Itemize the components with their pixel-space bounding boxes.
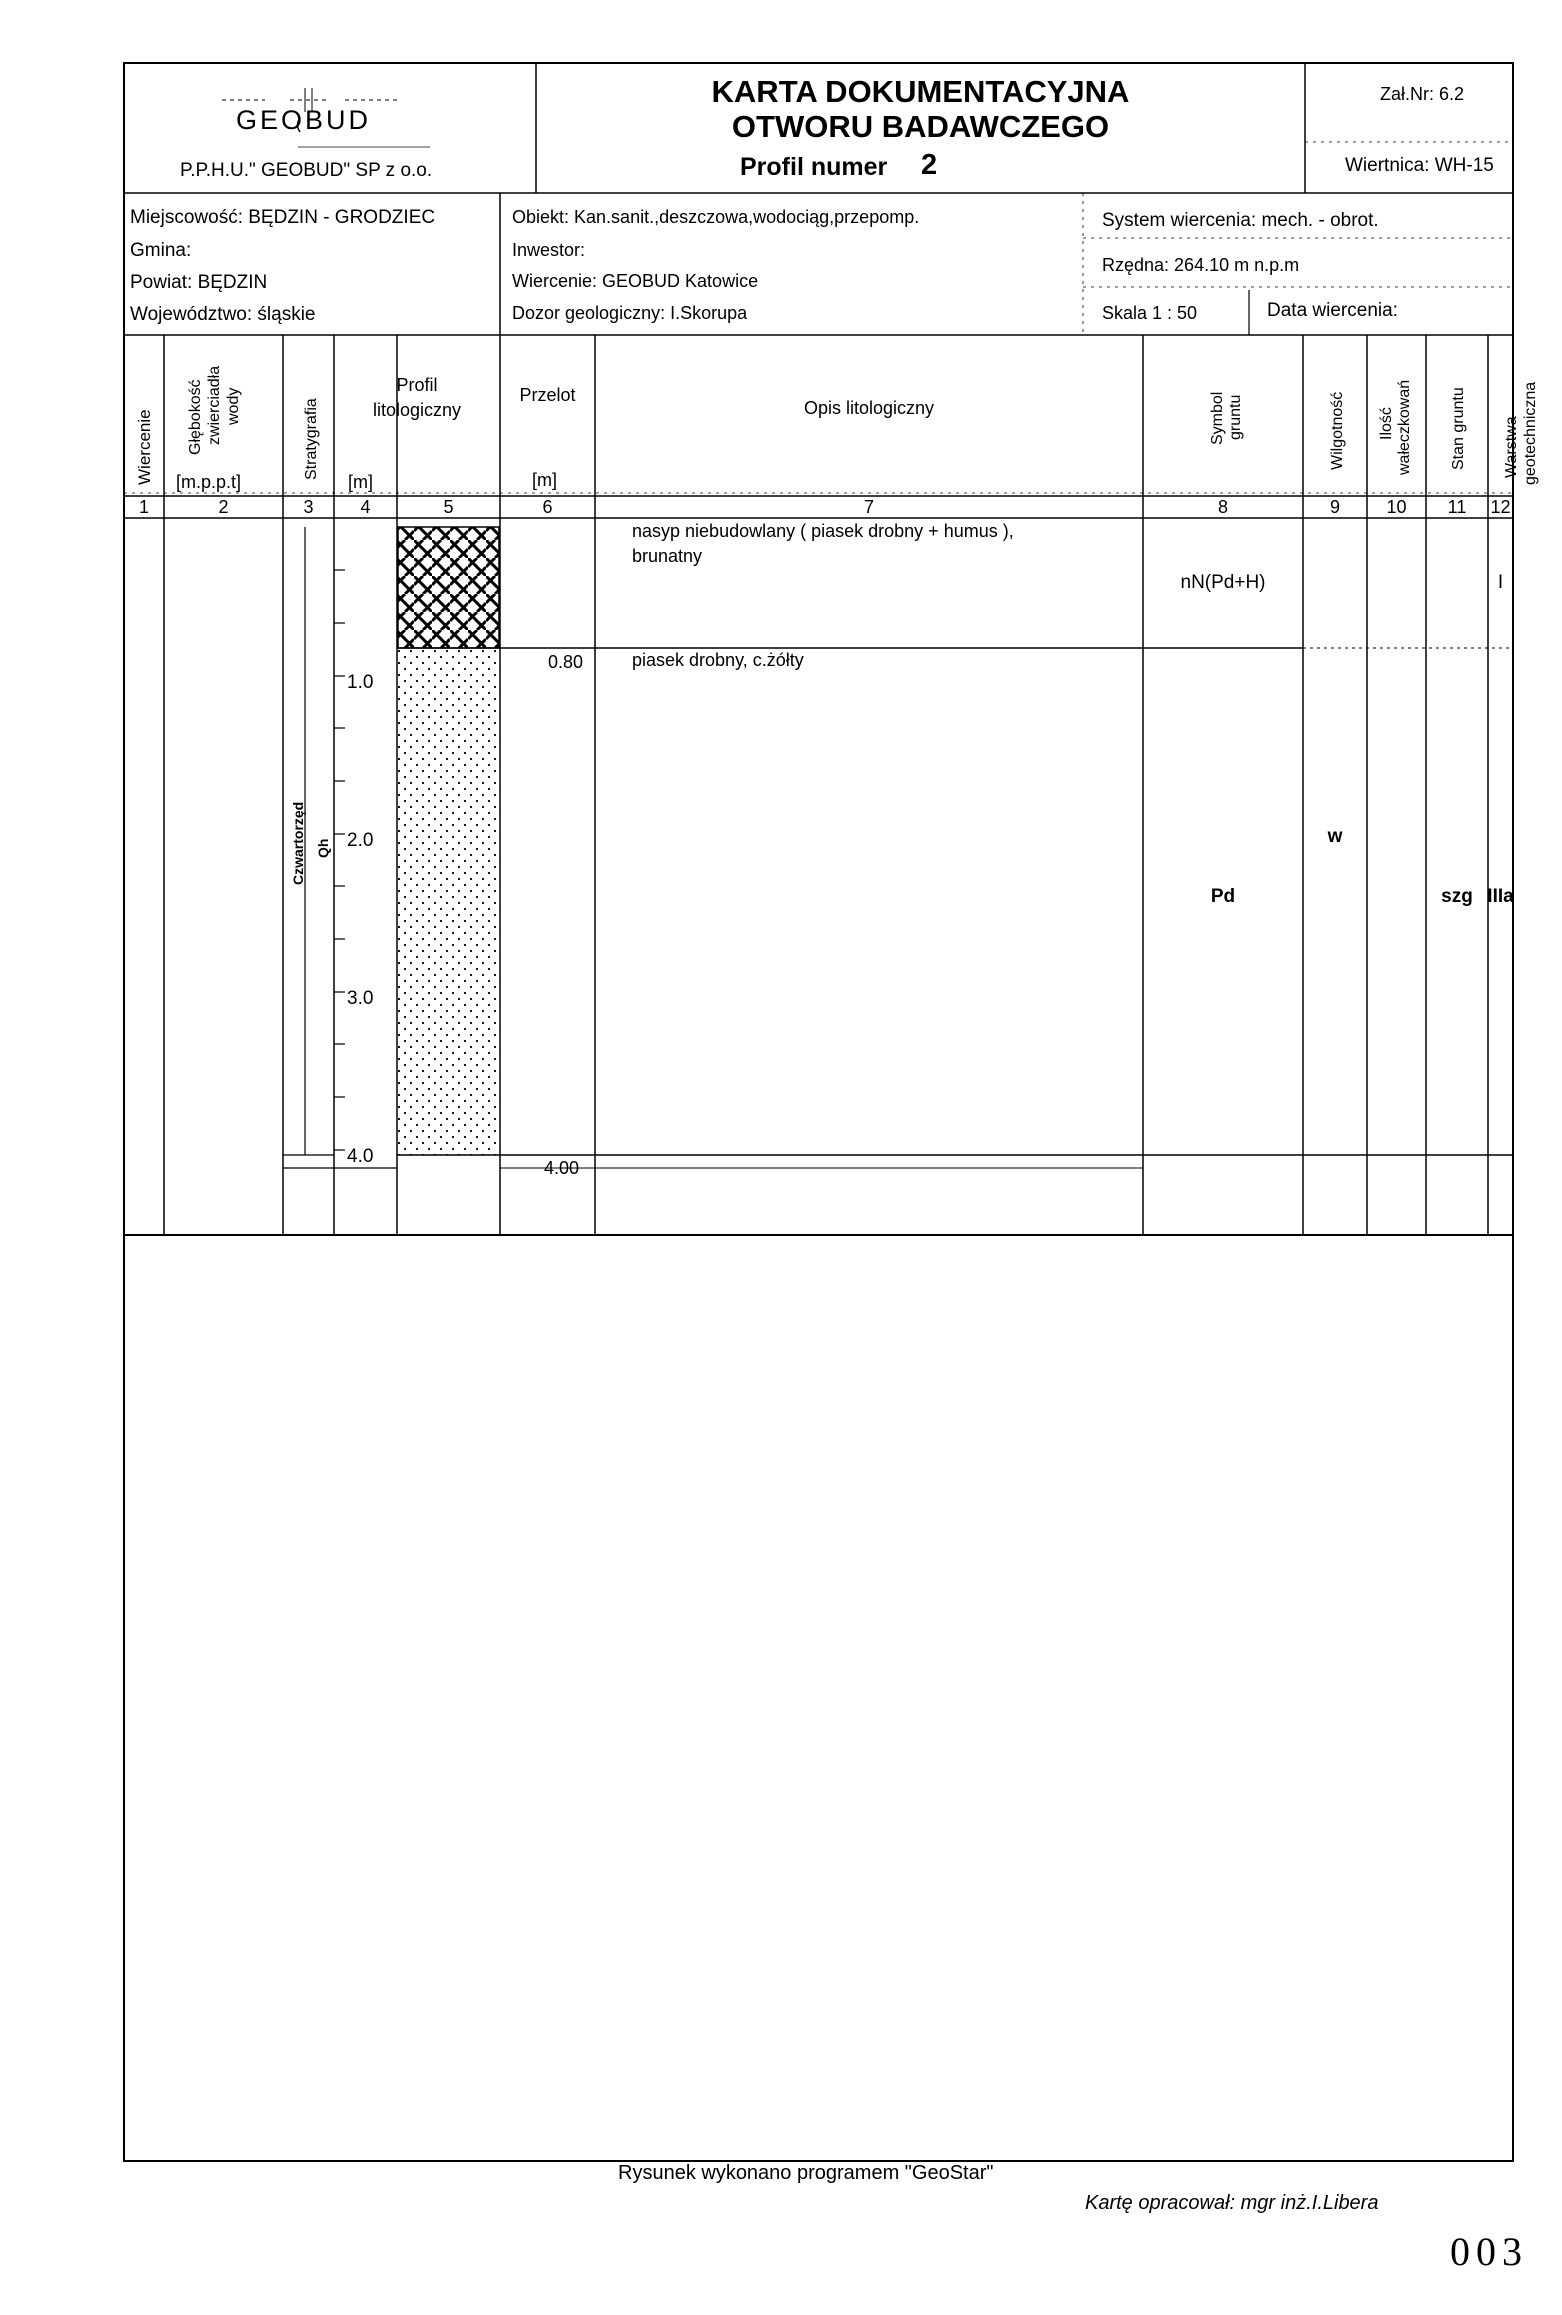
layer1-symbol: nN(Pd+H) bbox=[1180, 572, 1266, 593]
strat-era: Czwartorzęd bbox=[290, 801, 306, 885]
info-powiat: Powiat: BĘDZIN bbox=[130, 272, 268, 293]
info-obiekt: Obiekt: Kan.sanit.,deszczowa,wodociąg,przepomp. bbox=[512, 207, 920, 227]
colnum-11: 11 bbox=[1447, 497, 1467, 517]
document-title-line2: OTWORU BADAWCZEGO bbox=[731, 109, 1110, 144]
layer1-opis-line2: brunatny bbox=[632, 546, 703, 566]
colnum-8: 8 bbox=[1217, 497, 1228, 517]
info-gmina: Gmina: bbox=[130, 240, 192, 261]
col-przelot: Przelot bbox=[519, 385, 576, 405]
col-profil-1: Profil bbox=[396, 375, 438, 395]
col-symbol-2: gruntu bbox=[1227, 394, 1244, 440]
footer-program: Rysunek wykonano programem "GeoStar" bbox=[618, 2162, 994, 2184]
page-number: 003 bbox=[1450, 2229, 1528, 2274]
unit-przelot: [m] bbox=[532, 470, 557, 490]
colnum-12: 12 bbox=[1490, 497, 1511, 517]
col-symbol-1: Symbol bbox=[1209, 391, 1226, 445]
layer1-przelot: 0.80 bbox=[548, 652, 584, 672]
layer2-opis-line1: piasek drobny, c.żółty bbox=[632, 650, 804, 670]
col-warstwa-2: geotechniczna bbox=[1522, 381, 1539, 485]
col-warstwa-1: Warstwa bbox=[1503, 416, 1520, 478]
layer2-symbol: Pd bbox=[1210, 886, 1236, 907]
unit-profil: [m] bbox=[348, 472, 373, 492]
attachment-number: Zał.Nr: 6.2 bbox=[1380, 84, 1465, 104]
colnum-10: 10 bbox=[1386, 497, 1407, 517]
company-logo-text: GEOBUD bbox=[236, 105, 372, 135]
info-miejscowosc: Miejscowość: BĘDZIN - GRODZIEC bbox=[130, 207, 436, 228]
layer2-przelot: 4.00 bbox=[544, 1158, 580, 1178]
depth-tick-4: 4.0 bbox=[347, 1146, 374, 1167]
layer2-warstwa: IIIa bbox=[1487, 886, 1514, 907]
depth-tick-1: 1.0 bbox=[347, 672, 374, 693]
footer-author: Kartę opracował: mgr inż.I.Libera bbox=[1085, 2192, 1379, 2214]
col-wiercenie: Wiercenie bbox=[135, 409, 154, 485]
col-ilosc-2: wałeczkowań bbox=[1396, 379, 1413, 475]
colnum-2: 2 bbox=[218, 497, 229, 517]
info-data-wiercenia: Data wiercenia: bbox=[1267, 300, 1398, 321]
info-wiercenie: Wiercenie: GEOBUD Katowice bbox=[512, 271, 759, 291]
layer1-warstwa: I bbox=[1497, 572, 1504, 593]
col-stratygrafia: Stratygrafia bbox=[303, 398, 320, 480]
info-inwestor: Inwestor: bbox=[512, 240, 586, 260]
colnum-4: 4 bbox=[360, 497, 371, 517]
colnum-6: 6 bbox=[542, 497, 553, 517]
unit-glebokosc: [m.p.p.t] bbox=[176, 472, 242, 492]
layer2-stan: szg bbox=[1441, 886, 1473, 907]
depth-tick-3: 3.0 bbox=[347, 988, 374, 1009]
strat-code: Qh bbox=[315, 838, 331, 858]
drilling-rig: Wiertnica: WH-15 bbox=[1345, 155, 1494, 176]
colnum-9: 9 bbox=[1329, 497, 1340, 517]
info-rzedna: Rzędna: 264.10 m n.p.m bbox=[1102, 255, 1300, 275]
layer2-wilgotnosc: w bbox=[1327, 826, 1343, 847]
info-skala: Skala 1 : 50 bbox=[1102, 303, 1198, 323]
colnum-7: 7 bbox=[863, 497, 874, 517]
profil-number: 2 bbox=[921, 149, 938, 181]
company-name: P.P.H.U." GEOBUD" SP z o.o. bbox=[180, 160, 433, 181]
colnum-3: 3 bbox=[303, 497, 314, 517]
info-system: System wiercenia: mech. - obrot. bbox=[1102, 210, 1379, 231]
info-wojewodztwo: Województwo: śląskie bbox=[130, 304, 316, 325]
col-profil-2: litologiczny bbox=[372, 400, 462, 420]
colnum-1: 1 bbox=[138, 497, 149, 517]
col-glebokosc-3: wody bbox=[225, 387, 242, 425]
profil-label: Profil numer bbox=[740, 153, 888, 181]
info-dozor: Dozor geologiczny: I.Skorupa bbox=[512, 303, 748, 323]
col-ilosc-1: Ilość bbox=[1378, 407, 1395, 440]
colnum-5: 5 bbox=[443, 497, 454, 517]
document-title-line1: KARTA DOKUMENTACYJNA bbox=[711, 74, 1130, 109]
col-glebokosc-2: zwierciadła bbox=[206, 365, 223, 445]
layer1-opis-line1: nasyp niebudowlany ( piasek drobny + humus ), bbox=[632, 521, 1014, 541]
col-glebokosc-1: Głębokość bbox=[187, 379, 204, 455]
col-opis: Opis litologiczny bbox=[803, 398, 935, 418]
depth-tick-2: 2.0 bbox=[347, 830, 374, 851]
col-wilgotnosc: Wilgotność bbox=[1329, 391, 1346, 470]
col-stan: Stan gruntu bbox=[1450, 387, 1467, 470]
